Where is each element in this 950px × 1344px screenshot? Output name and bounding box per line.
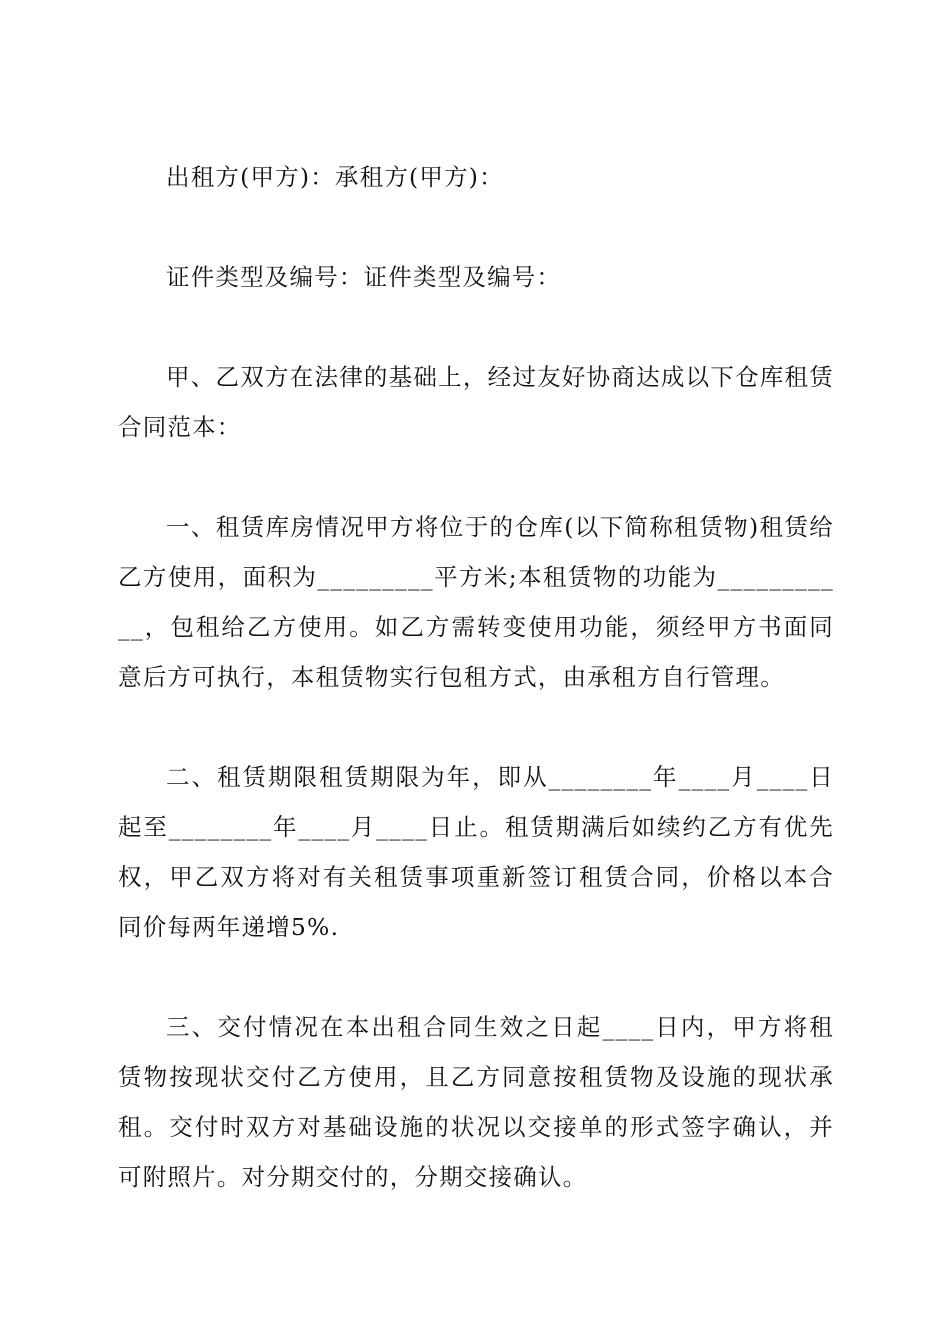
id-type-number-line: 证件类型及编号：证件类型及编号： (166, 263, 562, 291)
clause-1-warehouse-info: 一、租赁库房情况甲方将位于的仓库(以下简称租赁物)租赁给乙方使用，面积为_________平方米;本租赁物的功能为___________，包租给乙方使用。如乙方需转变使用功能，须经甲方书面同意后方可执行，本租赁物实行包租方式，由承租方自行管理。 (118, 513, 834, 691)
contract-preamble: 甲、乙双方在法律的基础上，经过友好协商达成以下仓库租赁合同范本： (118, 363, 834, 441)
clause-2-lease-term: 二、租赁期限租赁期限为年，即从________年____月____日起至________年____月____日止。租赁期满后如续约乙方有优先权，甲乙双方将对有关租赁事项重新签订租赁合同，价格以本合同价每两年递增5%. (118, 763, 834, 941)
clause-3-delivery: 三、交付情况在本出租合同生效之日起____日内，甲方将租赁物按现状交付乙方使用，且乙方同意按租赁物及设施的现状承租。交付时双方对基础设施的状况以交接单的形式签字确认，并可附照片。对分期交付的，分期交接确认。 (118, 1013, 834, 1191)
party-names-line: 出租方(甲方)：承租方(甲方)： (166, 163, 504, 191)
